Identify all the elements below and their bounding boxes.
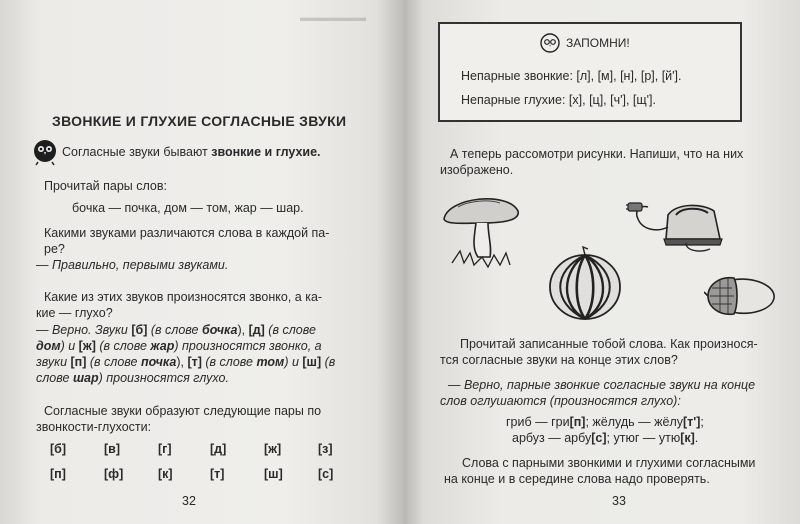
word-pairs: бочка — почка, дом — том, жар — шар. [72,201,304,215]
example-line-2: арбуз — арбу[с]; утюг — утю[к]. [512,431,699,445]
pairs-intro-line-1: Согласные звуки образуют следующие пары по [44,404,322,418]
watermelon-icon [546,243,624,323]
page-number: 33 [612,494,626,508]
voiceless-consonant: [п] [50,467,66,481]
voiceless-consonant: [с] [318,467,334,481]
voiced-consonant: [ж] [264,442,282,456]
question-2-line-2: кие — глухо? [36,306,113,320]
answer-2-line-4: слове шар) произносятся глухо. [36,371,229,385]
answer-line-1: — Верно, парные звонкие согласные звуки на конце [448,378,756,392]
voiceless-consonant: [т] [210,467,225,481]
answer-2-line-3: звуки [п] (в слове почка), [т] (в слове том) и [ш] (в [36,355,336,369]
unpaired-voiced: Непарные звонкие: [л], [м], [н], [р], [й']. [461,69,682,83]
answer-2-line-1: — Верно. Звуки [б] (в слове бочка), [д] (в слове [36,323,316,337]
voiced-consonant: [д] [210,442,227,456]
pairs-intro-line-2: звонкости-глухости: [36,420,152,434]
answer-2-line-2: дом) и [ж] (в слове жар) произносятся звонко, а [36,339,322,353]
example-line-1: гриб — гри[п]; жёлудь — жёлу[т']; [506,415,704,429]
mushroom-icon [438,193,522,271]
question-line-1: Прочитай записанные тобой слова. Как произнося- [460,337,758,351]
question-2-line-1: Какие из этих звуков произносятся звонко, а ка- [44,290,323,304]
voiced-consonant: [г] [158,442,172,456]
voiced-consonant: [в] [104,442,121,456]
page-number: 32 [182,494,196,508]
voiceless-consonant: [к] [158,467,173,481]
voiceless-consonant: [ш] [264,467,283,481]
task-line-2: изображено. [440,163,514,177]
remember-title: ЗАПОМНИ! [566,36,630,50]
owl-badge-icon [540,33,560,53]
page-title: ЗВОНКИЕ И ГЛУХИЕ СОГЛАСНЫЕ ЗВУКИ [52,113,347,129]
conclusion-line-2: на конце и в середине слова надо проверять. [444,472,710,486]
instruction-read-pairs: Прочитай пары слов: [44,179,167,193]
question-1-line-1: Какими звуками различаются слова в каждой па- [44,226,330,240]
acorn-icon [704,272,778,320]
question-line-2: тся согласные звуки на конце этих слов? [440,353,678,367]
iron-icon [626,193,726,257]
bleed-through-text: ▬▬▬▬▬▬ [300,12,366,24]
unpaired-voiceless: Непарные глухие: [х], [ц], [ч'], [щ']. [461,93,656,107]
answer-line-2: слов оглушаются (произносятся глухо): [440,394,681,408]
owl-icon [32,138,58,166]
task-line-1: А теперь рассомотри рисунки. Напиши, что на них [450,147,744,161]
question-1-line-2: ре? [44,242,65,256]
conclusion-line-1: Слова с парными звонкими и глухими согласными [462,456,756,470]
voiced-consonant: [з] [318,442,333,456]
rule-sentence: Согласные звуки бывают звонкие и глухие. [62,145,321,159]
voiced-consonant: [б] [50,442,67,456]
answer-1: — Правильно, первыми звуками. [36,258,229,272]
voiceless-consonant: [ф] [104,467,124,481]
